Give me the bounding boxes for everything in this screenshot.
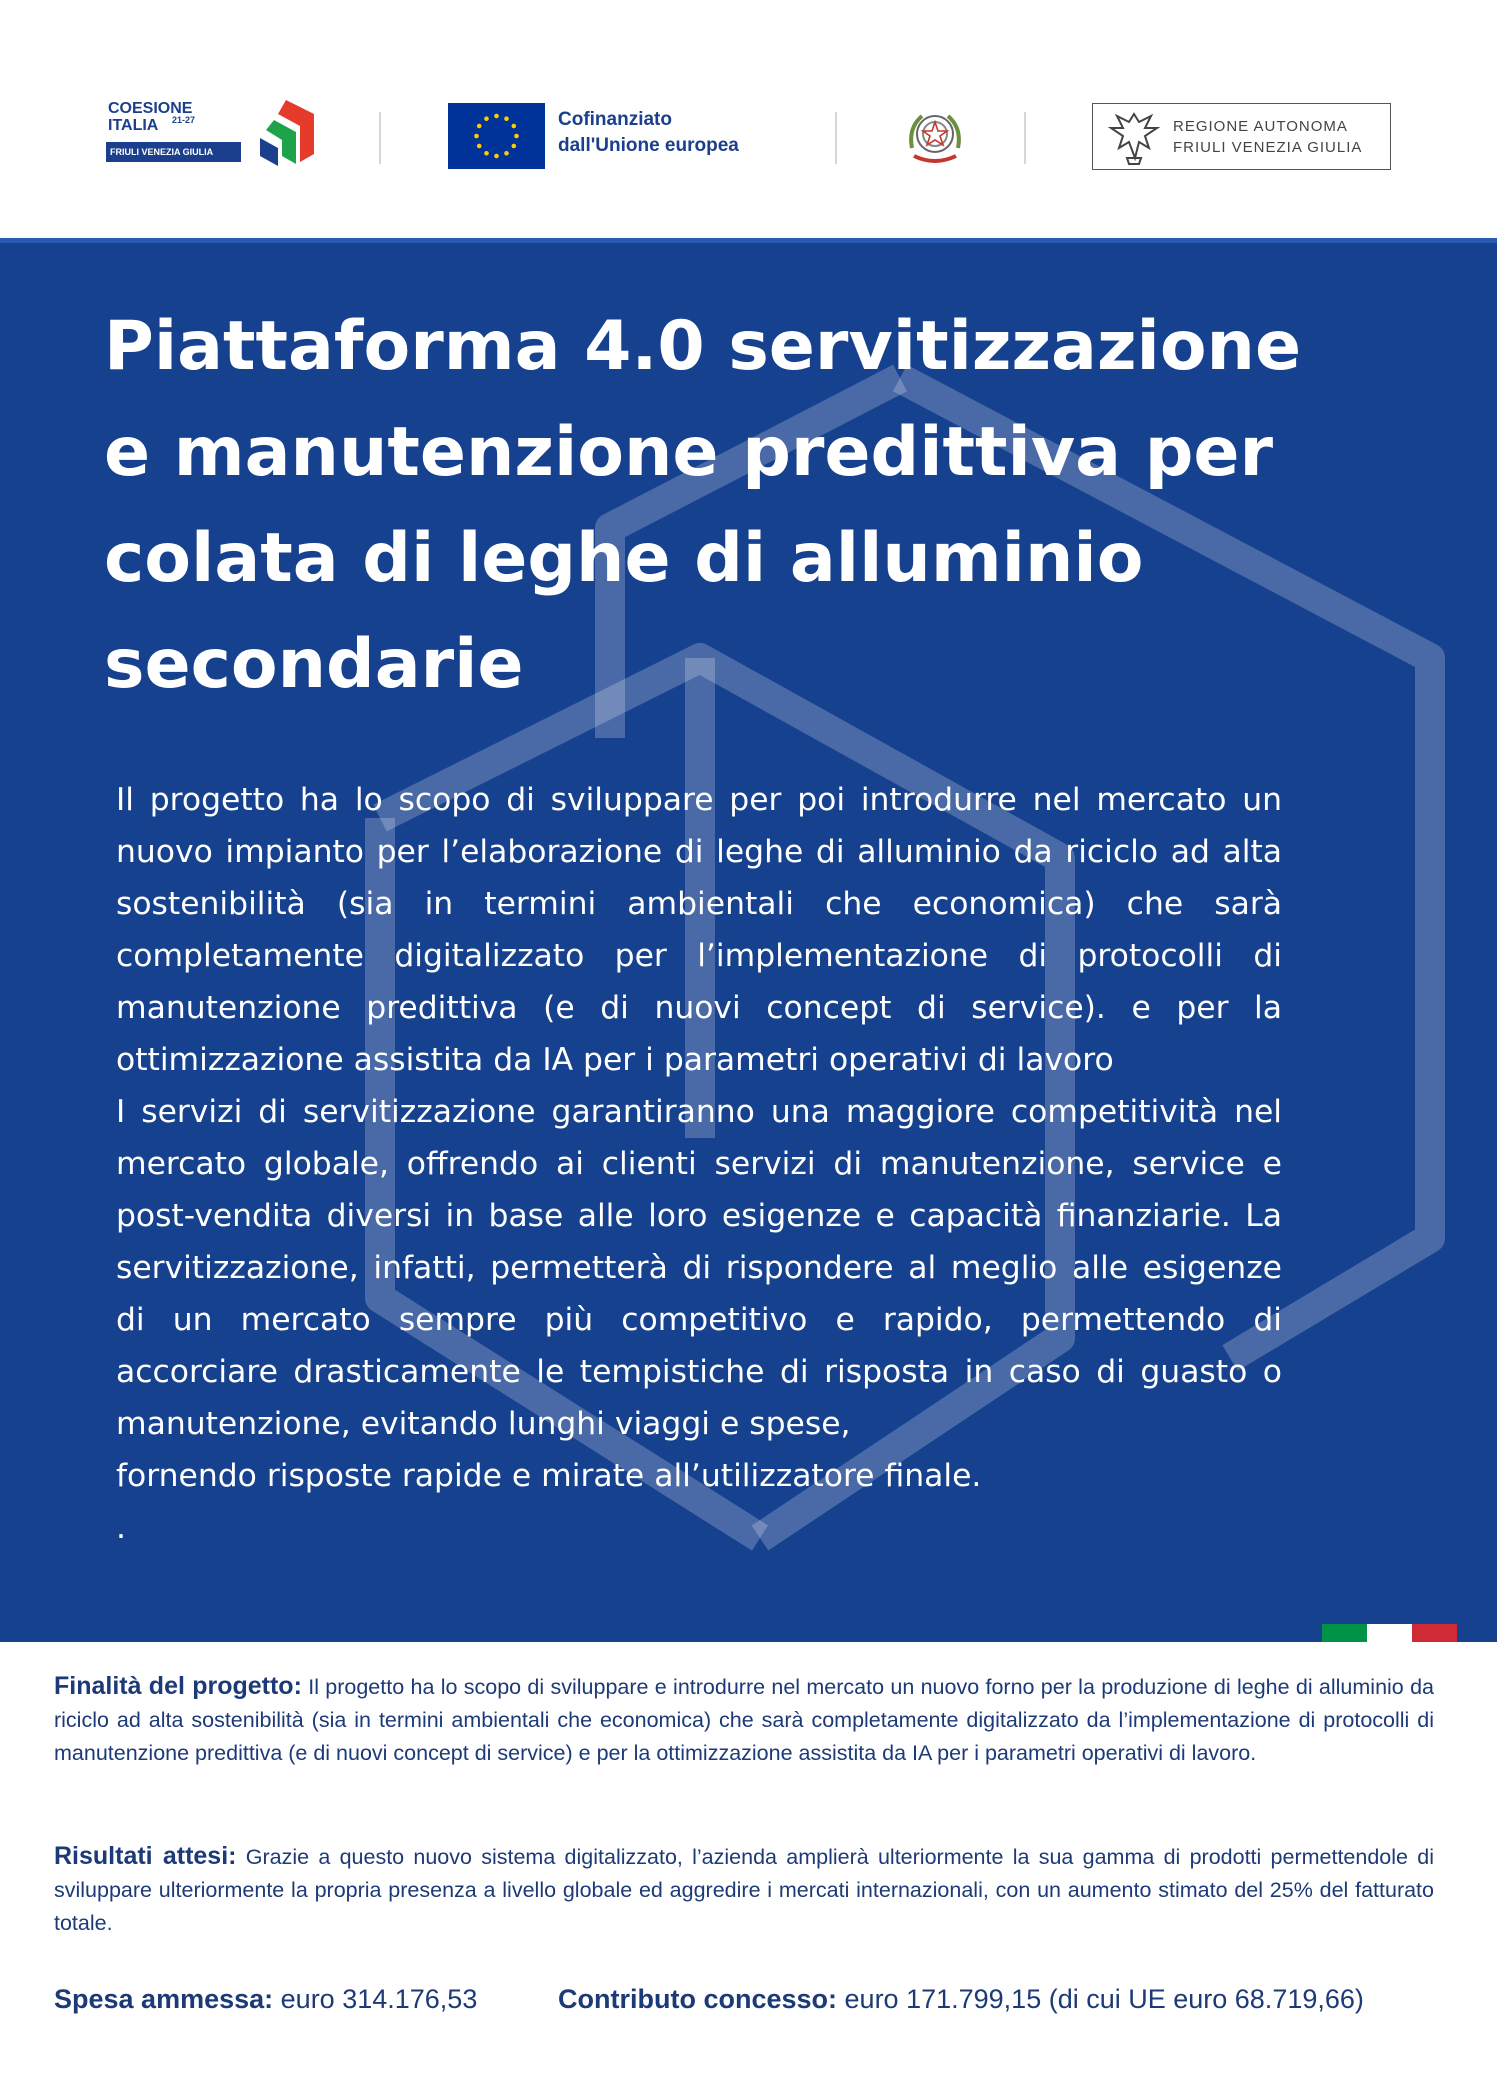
coesione-line1: COESIONE [108, 100, 193, 117]
finalita-label: Finalità del progetto: [54, 1672, 302, 1700]
eu-flag-icon [448, 103, 545, 169]
logo-separator [379, 112, 381, 164]
spesa-value: euro 314.176,53 [280, 1984, 478, 2014]
italian-republic-emblem-icon [902, 104, 968, 168]
spesa-label: Spesa ammessa: [54, 1984, 274, 2014]
coesione-line2: ITALIA [108, 117, 159, 134]
eagle-icon [1105, 108, 1163, 166]
finalita-text: Il progetto ha lo scopo di sviluppare e introdurre nel mercato un nuovo forno per la produzione di leghe di alluminio da riciclo ad alta sostenibilità (sia in termini ambientali che economica) che sarà completamente digitalizzato da l’implementazione di protocolli di manutenzione predittiva (e di nuovi concept di service) e per la ottimizzazione assistita da IA per i parametri operativi di lavoro. [54, 1675, 1434, 1765]
body-paragraph: I servizi di servitizzazione garantiranno una maggiore competitività nel mercato globale, offrendo ai clienti servizi di manutenzione, service e post-vendita diversi in base alle loro esigenze e capacità finanziarie. La servitizzazione, infatti, permetterà di rispondere al meglio alle esigenze di un mercato sempre più competitivo e rapido, permettendo di accorciare drasticamente le tempistiche di risposta in caso di guasto o manutenzione, evitando lunghi viaggi e spese, [116, 1094, 1282, 1442]
regione-fvg-logo [1092, 103, 1391, 170]
logo-header [0, 0, 1497, 238]
eu-line2: dall'Unione europea [558, 135, 739, 156]
flag-green [1322, 1624, 1367, 1642]
risultati-text: Grazie a questo nuovo sistema digitalizzato, l’azienda amplierà ulteriormente la sua gamma di prodotti permettendole di sviluppare ulteriormente la propria presenza a livello globale ed aggredire i mercati internazionali, con un aumento stimato del 25% del fatturato totale. [54, 1845, 1434, 1935]
risultati-section [54, 1840, 1434, 1940]
finalita-section [54, 1670, 1434, 1770]
contributo-concesso [558, 1984, 1364, 2015]
contributo-value: euro 171.799,15 (di cui UE euro 68.719,66) [844, 1984, 1364, 2014]
body-paragraph: Il progetto ha lo scopo di sviluppare per poi introdurre nel mercato un nuovo impianto per l’elaborazione di leghe di alluminio da riciclo ad alta sostenibilità (sia in termini ambientali che economica) che sarà completamente digitalizzato per l’implementazione di protocolli di manutenzione predittiva (e di nuovi concept di service). e per la ottimizzazione assistita da IA per i parametri operativi di lavoro [116, 782, 1282, 1078]
spesa-ammessa [54, 1984, 477, 2015]
poster-panel [0, 238, 1497, 1642]
eu-line1: Cofinanziato [558, 109, 672, 130]
fvg-line2: FRIULI VENEZIA GIULIA [1173, 139, 1363, 156]
eu-cofinanced-logo [448, 103, 768, 171]
italian-flag-strip [1322, 1624, 1457, 1642]
flag-white [1367, 1624, 1412, 1642]
coesione-region-bar: FRIULI VENEZIA GIULIA [106, 142, 241, 162]
coesione-years: 21-27 [172, 115, 196, 125]
body-paragraph-end: fornendo risposte rapide e mirate all’utilizzatore finale. [116, 1458, 982, 1494]
logo-separator [835, 112, 837, 164]
contributo-label: Contributo concesso: [558, 1984, 838, 2014]
risultati-label: Risultati attesi: [54, 1842, 237, 1870]
coesione-italia-logo [106, 96, 316, 170]
italy-arrows-icon [256, 98, 316, 168]
body-dot: . [116, 1510, 126, 1546]
logo-separator [1024, 112, 1026, 164]
poster-title: Piattaforma 4.0 servitizzazione e manutenzione predittiva per colata di leghe di alluminio secondarie [104, 307, 1302, 704]
fvg-line1: REGIONE AUTONOMA [1173, 118, 1348, 135]
flag-red [1412, 1624, 1457, 1642]
poster-body [116, 774, 1282, 1554]
